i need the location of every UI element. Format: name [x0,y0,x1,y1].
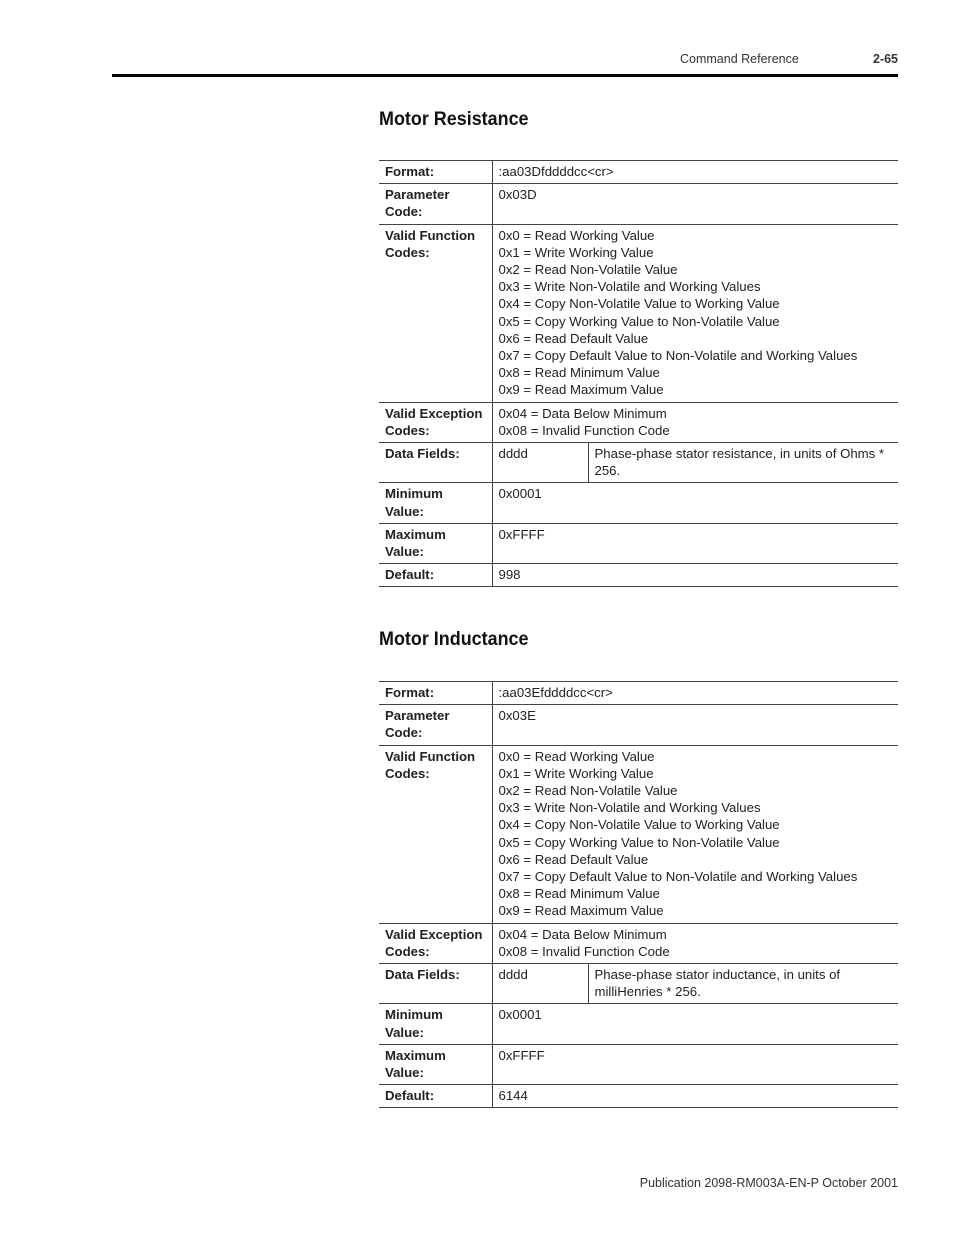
table-row-maximum [379,523,898,563]
function-codes-list [492,745,898,923]
default-value: 6144 [492,1085,898,1108]
list-item: 0x4 = Copy Non-Volatile Value to Working Value [498,817,780,833]
list-item: 0x0 = Read Working Value [498,227,655,243]
list-item: 0x08 = Invalid Function Code [498,943,670,959]
parameter-code-value: 0x03D [492,184,898,224]
list-item: 0x8 = Read Minimum Value [498,886,660,902]
list-item: 0x04 = Data Below Minimum [498,405,667,421]
table-row-function-codes [379,745,898,923]
list-item: 0x0 = Read Working Value [498,748,655,764]
data-field-code: dddd [492,964,588,1004]
list-item: 0x2 = Read Non-Volatile Value [498,783,678,799]
command-table-motor-resistance [379,160,898,587]
list-item: 0x6 = Read Default Value [498,330,649,346]
default-label: Default: [379,1085,492,1108]
table-row-format [379,682,898,705]
exception-codes-list [492,923,898,963]
section-title-motor-inductance: Motor Inductance [379,628,529,650]
data-fields-label: Data Fields: [379,443,492,483]
function-codes-list [492,224,898,402]
format-value: :aa03Dfddddcc<cr> [492,161,898,184]
function-codes-label: Valid Function Codes: [379,745,492,923]
default-value: 998 [492,564,898,587]
section-title-motor-resistance: Motor Resistance [379,108,529,130]
table-row-maximum [379,1044,898,1084]
list-item: 0x08 = Invalid Function Code [498,422,670,438]
list-item: 0x1 = Write Working Value [498,765,654,781]
list-item: 0x6 = Read Default Value [498,851,649,867]
table-row-parameter-code [379,705,898,745]
table-row-exception-codes [379,923,898,963]
minimum-label: Minimum Value: [379,483,492,523]
table-row-parameter-code [379,184,898,224]
page-number: 2-65 [872,52,898,66]
running-header-section: Command Reference [680,52,799,66]
parameter-code-label: Parameter Code: [379,705,492,745]
minimum-label: Minimum Value: [379,1004,492,1044]
exception-codes-label: Valid Exception Codes: [379,402,492,442]
data-field-description: Phase-phase stator inductance, in units of milliHenries * 256. [588,964,898,1004]
publication-footer: Publication 2098-RM003A-EN-P October 2001 [639,1176,898,1190]
format-label: Format: [379,682,492,705]
parameter-code-value: 0x03E [492,705,898,745]
format-label: Format: [379,161,492,184]
list-item: 0x5 = Copy Working Value to Non-Volatile Value [498,313,780,329]
default-label: Default: [379,564,492,587]
table-row-minimum [379,1004,898,1044]
list-item: 0x2 = Read Non-Volatile Value [498,262,678,278]
maximum-value: 0xFFFF [492,523,898,563]
list-item: 0x7 = Copy Default Value to Non-Volatile and Working Values [498,348,858,364]
table-row-format [379,161,898,184]
list-item: 0x3 = Write Non-Volatile and Working Values [498,800,761,816]
data-fields-label: Data Fields: [379,964,492,1004]
list-item: 0x3 = Write Non-Volatile and Working Values [498,279,761,295]
table-row-function-codes [379,224,898,402]
table-row-minimum [379,483,898,523]
list-item: 0x04 = Data Below Minimum [498,926,667,942]
list-item: 0x9 = Read Maximum Value [498,903,664,919]
list-item: 0x8 = Read Minimum Value [498,365,660,381]
format-value: :aa03Efddddcc<cr> [492,682,898,705]
list-item: 0x9 = Read Maximum Value [498,382,664,398]
maximum-value: 0xFFFF [492,1044,898,1084]
minimum-value: 0x0001 [492,1004,898,1044]
parameter-code-label: Parameter Code: [379,184,492,224]
maximum-label: Maximum Value: [379,1044,492,1084]
table-row-exception-codes [379,402,898,442]
minimum-value: 0x0001 [492,483,898,523]
function-codes-label: Valid Function Codes: [379,224,492,402]
list-item: 0x1 = Write Working Value [498,244,654,260]
data-field-code: dddd [492,443,588,483]
command-table-motor-inductance [379,681,898,1108]
maximum-label: Maximum Value: [379,523,492,563]
table-row-data-fields [379,443,898,483]
list-item: 0x5 = Copy Working Value to Non-Volatile Value [498,834,780,850]
table-row-default [379,1085,898,1108]
exception-codes-list [492,402,898,442]
list-item: 0x7 = Copy Default Value to Non-Volatile and Working Values [498,869,858,885]
table-row-default [379,564,898,587]
header-rule [112,74,898,77]
list-item: 0x4 = Copy Non-Volatile Value to Working Value [498,296,780,312]
table-row-data-fields [379,964,898,1004]
data-field-description: Phase-phase stator resistance, in units of Ohms * 256. [588,443,898,483]
exception-codes-label: Valid Exception Codes: [379,923,492,963]
